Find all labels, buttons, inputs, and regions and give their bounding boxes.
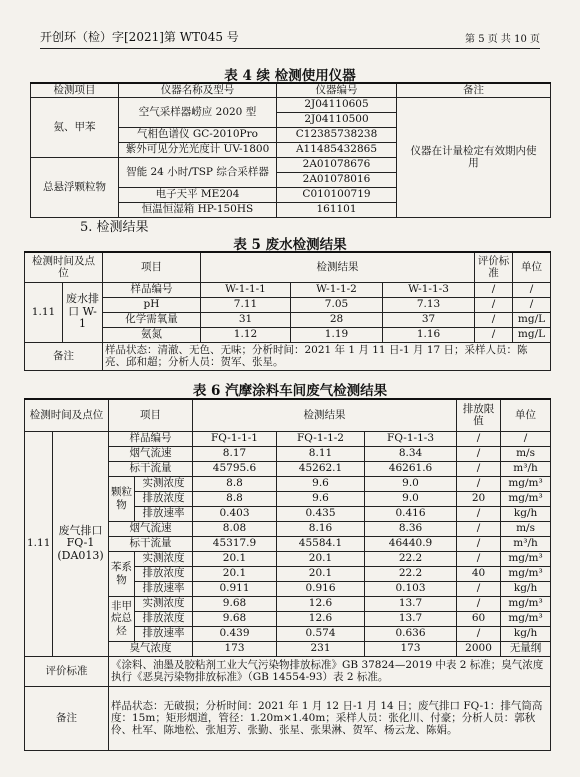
- t5-header-unit: 单位: [513, 252, 551, 282]
- t6-note: 样品状态：无破损；分析时间：2021 年 1 月 12 日-1 月 14 日；废气排口 FQ-1：排气筒高度：15m；矩形烟道，管径：1.20m×1.40m；采样人员：张化川、付豪；分析人员：郭秋伶、杜军、陈地松、张旭芳、张勤、张星、张果淋、贺军、杨云龙、陈娟。: [109, 686, 551, 750]
- t6-cell: 9.6: [277, 491, 365, 506]
- t6-header-limit: 排放限值: [457, 399, 501, 431]
- page-header: [40, 28, 540, 50]
- t5-cell: W-1-1-2: [291, 282, 383, 297]
- t6-header-result: 检测结果: [193, 399, 457, 431]
- t6-cell: /: [457, 476, 501, 491]
- t5-cell: mg/L: [513, 327, 551, 342]
- t6-cell: /: [457, 521, 501, 536]
- t6-cell: 46440.9: [365, 536, 457, 551]
- t6-group-nmhc: 非甲烷总烃: [109, 596, 135, 641]
- t5-cell: /: [475, 327, 513, 342]
- t6-row-item: 样品编号: [109, 431, 193, 446]
- t5-cell: /: [475, 312, 513, 327]
- t6-cell: 0.574: [277, 626, 365, 641]
- t6-cell: 0.636: [365, 626, 457, 641]
- t4-instrument: 紫外可见分光光度计 UV-1800: [119, 142, 277, 157]
- t5-header-result: 检测结果: [201, 252, 475, 282]
- t6-cell: FQ-1-1-1: [193, 431, 277, 446]
- t5-date: 1.11: [25, 282, 63, 342]
- t6-cell: /: [457, 536, 501, 551]
- t6-cell: m³/h: [501, 536, 551, 551]
- t5-cell: W-1-1-1: [201, 282, 291, 297]
- t4-instrument: 恒温恒湿箱 HP-150HS: [119, 202, 277, 217]
- t6-cell: /: [457, 581, 501, 596]
- t6-cell: 无量纲: [501, 641, 551, 656]
- t4-header-instrument: 仪器名称及型号: [119, 83, 277, 97]
- t4-instrument-number: C010100719: [277, 187, 397, 202]
- t6-cell: /: [457, 431, 501, 446]
- t6-cell: /: [457, 506, 501, 521]
- t6-cell: 45584.1: [277, 536, 365, 551]
- t4-instrument: 空气采样器崂应 2020 型: [119, 97, 277, 127]
- t6-cell: 0.911: [193, 581, 277, 596]
- t6-cell: /: [457, 446, 501, 461]
- report-number: 开创环（检）字[2021]第 WT045 号: [40, 30, 239, 44]
- t5-cell: 31: [201, 312, 291, 327]
- t6-cell: 20.1: [193, 551, 277, 566]
- t6-cell: /: [457, 461, 501, 476]
- t5-cell: 7.13: [383, 297, 475, 312]
- t6-cell: 12.6: [277, 596, 365, 611]
- t4-instrument-number: 2J04110605: [277, 97, 397, 112]
- t6-cell: 45795.6: [193, 461, 277, 476]
- exhaust-gas-table: [24, 398, 551, 751]
- t6-cell: 45317.9: [193, 536, 277, 551]
- t6-cell: m³/h: [501, 461, 551, 476]
- t5-cell: 1.16: [383, 327, 475, 342]
- t6-cell: 20.1: [193, 566, 277, 581]
- t6-cell: 231: [277, 641, 365, 656]
- t5-note: 样品状态：清澈、无色、无味；分析时间：2021 年 1 月 11 日-1 月 17 日；采样人员：陈亮、邱和超；分析人员：贺军、张星。: [103, 342, 551, 370]
- t6-cell: 45262.1: [277, 461, 365, 476]
- t5-cell: mg/L: [513, 312, 551, 327]
- t4-group-ammonia-toluene: 氨、甲苯: [31, 97, 119, 157]
- t6-cell: /: [457, 626, 501, 641]
- t4-instrument: 智能 24 小时/TSP 综合采样器: [119, 157, 277, 187]
- t6-eval-standard: 《涂料、油墨及胶粘剂工业大气污染物排放标准》GB 37824—2019 中表 2 标准；臭气浓度执行《恶臭污染物排放标准》（GB 14554-93）表 2 标准。: [109, 656, 551, 686]
- t4-group-tsp: 总悬浮颗粒物: [31, 157, 119, 217]
- t6-cell: 0.416: [365, 506, 457, 521]
- t4-remark: 仪器在计量检定有效期内使用: [397, 97, 551, 217]
- t6-cell: mg/m³: [501, 476, 551, 491]
- t6-cell: 8.34: [365, 446, 457, 461]
- t6-cell: 8.8: [193, 491, 277, 506]
- t6-cell: 8.08: [193, 521, 277, 536]
- t4-instrument-number: 2A01078676: [277, 157, 397, 172]
- t6-header-item: 项目: [109, 399, 193, 431]
- t6-cell: m/s: [501, 446, 551, 461]
- t6-cell: 40: [457, 566, 501, 581]
- t6-cell: 20: [457, 491, 501, 506]
- t5-cell: /: [513, 282, 551, 297]
- t6-row-item: 烟气流速: [109, 521, 193, 536]
- t5-row-item: 氨氮: [103, 327, 201, 342]
- t5-cell: 7.11: [201, 297, 291, 312]
- t6-cell: 22.2: [365, 566, 457, 581]
- t6-cell: 0.439: [193, 626, 277, 641]
- t5-cell: 7.05: [291, 297, 383, 312]
- t5-cell: W-1-1-3: [383, 282, 475, 297]
- t6-cell: 0.403: [193, 506, 277, 521]
- t6-row-item: 实测浓度: [135, 476, 193, 491]
- t6-cell: 173: [365, 641, 457, 656]
- table6-caption: 表 6 汽摩涂料车间废气检测结果: [192, 383, 388, 399]
- t6-cell: 2000: [457, 641, 501, 656]
- t6-row-item: 排放速率: [135, 506, 193, 521]
- t4-instrument: 气相色谱仪 GC-2010Pro: [119, 127, 277, 142]
- t5-header-standard: 评价标准: [475, 252, 513, 282]
- t6-cell: kg/h: [501, 581, 551, 596]
- page-number: 第 5 页 共 10 页: [465, 34, 540, 45]
- t4-instrument-number: C12385738238: [277, 127, 397, 142]
- t6-row-item: 烟气流速: [109, 446, 193, 461]
- t4-instrument-number: 2A01078016: [277, 172, 397, 187]
- t6-row-item: 排放速率: [135, 626, 193, 641]
- t6-cell: 8.16: [277, 521, 365, 536]
- t6-cell: kg/h: [501, 506, 551, 521]
- t6-point: 废气排口 FQ-1 (DA013): [53, 431, 109, 656]
- t5-note-label: 备注: [25, 342, 103, 370]
- t6-eval-label: 评价标准: [25, 656, 109, 686]
- t6-cell: 13.7: [365, 611, 457, 626]
- t6-row-item: 实测浓度: [135, 596, 193, 611]
- t5-cell: 1.12: [201, 327, 291, 342]
- t6-row-item: 排放浓度: [135, 566, 193, 581]
- t6-cell: FQ-1-1-2: [277, 431, 365, 446]
- t6-cell: 9.68: [193, 611, 277, 626]
- t6-cell: FQ-1-1-3: [365, 431, 457, 446]
- header-divider: [40, 48, 540, 49]
- t6-cell: 9.6: [277, 476, 365, 491]
- t5-row-item: 样品编号: [103, 282, 201, 297]
- t6-cell: 13.7: [365, 596, 457, 611]
- t6-cell: mg/m³: [501, 566, 551, 581]
- t4-instrument: 电子天平 ME204: [119, 187, 277, 202]
- t6-cell: 20.1: [277, 566, 365, 581]
- t5-cell: /: [513, 297, 551, 312]
- t6-group-benzene-series: 苯系物: [109, 551, 135, 596]
- t6-cell: mg/m³: [501, 551, 551, 566]
- t6-cell: 0.435: [277, 506, 365, 521]
- t6-row-item: 标干流量: [109, 461, 193, 476]
- t6-cell: 46261.6: [365, 461, 457, 476]
- t6-header-unit: 单位: [501, 399, 551, 431]
- t5-cell: /: [475, 282, 513, 297]
- t6-note-label: 备注: [25, 686, 109, 750]
- t6-cell: mg/m³: [501, 611, 551, 626]
- t4-instrument-number: 161101: [277, 202, 397, 217]
- t6-cell: 8.11: [277, 446, 365, 461]
- t5-header-item: 项目: [103, 252, 201, 282]
- t6-cell: /: [457, 551, 501, 566]
- t6-cell: mg/m³: [501, 596, 551, 611]
- table5-caption: 表 5 废水检测结果: [233, 237, 347, 253]
- t6-header-time-point: 检测时间及点位: [25, 399, 109, 431]
- t5-point: 废水排口 W-1: [63, 282, 103, 342]
- section-title: 5. 检测结果: [80, 220, 149, 235]
- t4-header-item: 检测项目: [31, 83, 119, 97]
- t4-header-number: 仪器编号: [277, 83, 397, 97]
- t6-cell: /: [457, 596, 501, 611]
- t6-cell: 20.1: [277, 551, 365, 566]
- t5-cell: 1.19: [291, 327, 383, 342]
- t6-cell: 0.916: [277, 581, 365, 596]
- t6-cell: /: [501, 431, 551, 446]
- t6-group-particulate: 颗粒物: [109, 476, 135, 521]
- t4-header-remark: 备注: [397, 83, 551, 97]
- t6-row-item: 标干流量: [109, 536, 193, 551]
- t6-row-item: 臭气浓度: [109, 641, 193, 656]
- t6-cell: kg/h: [501, 626, 551, 641]
- t6-date: 1.11: [25, 431, 53, 656]
- instrument-table: [30, 82, 551, 218]
- t6-row-item: 排放浓度: [135, 611, 193, 626]
- t6-cell: 8.36: [365, 521, 457, 536]
- t6-cell: mg/m³: [501, 491, 551, 506]
- t6-row-item: 排放速率: [135, 581, 193, 596]
- t5-row-item: 化学需氧量: [103, 312, 201, 327]
- t6-cell: 12.6: [277, 611, 365, 626]
- t6-cell: 8.17: [193, 446, 277, 461]
- t6-row-item: 实测浓度: [135, 551, 193, 566]
- t6-cell: 9.68: [193, 596, 277, 611]
- t6-cell: 9.0: [365, 476, 457, 491]
- wastewater-table: [24, 251, 551, 371]
- table4-caption: 表 4 续 检测使用仪器: [224, 68, 356, 84]
- t6-cell: 0.103: [365, 581, 457, 596]
- t6-cell: 60: [457, 611, 501, 626]
- t5-cell: 37: [383, 312, 475, 327]
- t6-cell: m/s: [501, 521, 551, 536]
- t6-cell: 9.0: [365, 491, 457, 506]
- t4-instrument-number: A11485432865: [277, 142, 397, 157]
- t5-cell: 28: [291, 312, 383, 327]
- t5-cell: /: [475, 297, 513, 312]
- t5-header-time-point: 检测时间及点位: [25, 252, 103, 282]
- t6-row-item: 排放浓度: [135, 491, 193, 506]
- t6-cell: 173: [193, 641, 277, 656]
- t5-row-item: pH: [103, 297, 201, 312]
- t6-cell: 22.2: [365, 551, 457, 566]
- t4-instrument-number: 2J04110500: [277, 112, 397, 127]
- t6-cell: 8.8: [193, 476, 277, 491]
